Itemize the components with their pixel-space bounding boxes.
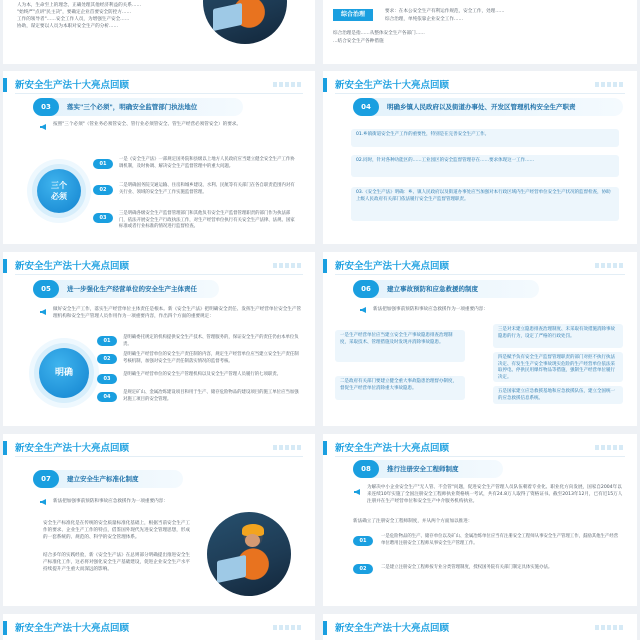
top-left-text: 人为本，生命至上的理念，正确处理其他经济利益的关系…… "始终严"点讲"民主决"，要确定企业首要安全防控方…… 工作的领导者"……安全工作人员，为增强生产安全…… 协助，谋定要以人员为本职对安全生产的分析…… [17, 3, 142, 29]
section-intro: 做好安全生产工作，落实生产经营单位主体责任是根本。新《安全生产法》把明确安全责任、发挥生产经营单位安全生产管理机构和安全生产管理人员作用作为一项重要内容，作出四个方面的重要规定： [53, 307, 302, 319]
megaphone-icon [39, 308, 49, 316]
info-box: 03.《安全生产法》明确：乡、镇人民政府以及街道办事处应当加强对本行政区域内生产经营单位安全生产状况的监督检查，协助上级人民政府有关部门依法履行安全生产监督管理职责。 [351, 187, 619, 221]
item-number: 03 [93, 213, 113, 223]
slide-top-left [3, 0, 315, 64]
section-intro: 新法把加强事前预防和事故应急救援作为一项重要内容： [53, 499, 168, 504]
section-heading [33, 470, 183, 488]
section-heading [33, 98, 243, 116]
megaphone-icon [39, 498, 49, 506]
item-number: 04 [97, 392, 117, 402]
item-number: 02 [93, 185, 113, 195]
item-text: 是规定矿山、金属冶炼建设项目和用于生产、储存危险物品的建设项目的施工单位应当加强对施工项目的安全管理。 [123, 390, 299, 402]
decor-dots [595, 82, 625, 87]
info-box: 02.同时，针对各种功能区的……工业园区的安全监督管理存在……要求体现这一工作…… [351, 155, 619, 177]
decor-dots [595, 445, 625, 450]
three-musts-circle: 三个 必须 [37, 169, 81, 213]
slide-title: 新安全生产法十大亮点回顾 [335, 623, 450, 634]
slide-04 [323, 71, 637, 244]
slide-title: 新安全生产法十大亮点回顾 [15, 443, 130, 454]
section-heading [353, 280, 539, 298]
section-number: 05 [33, 280, 59, 298]
top-right-text2: 综合治理，单纯依靠企业安全工作…… [385, 17, 464, 22]
slide-08 [323, 434, 637, 606]
section-intro: 按照"三个必须"（管业务必须管安全、管行业必须管安全、管生产经营必须管安全）的要求。 [53, 122, 241, 127]
info-box: 01.乡镇街道安全生产工作的重要性，特别是在完善安全生产工作。 [351, 129, 619, 147]
item-text: 三是明确各级安全生产监督管理部门和其他负有安全生产监督管理职责的部门作为执法部门，依法开展安全生产行政执法工作，对生产经营单位执行有关安全生产法律、法规、国家标准或者行业标准的情况进行监督检查。 [119, 211, 295, 229]
item-number: 02 [97, 354, 117, 364]
top-right-text4: …结合安全生产各种措施 [333, 39, 384, 44]
item-text: 是明确生产经营单位的安全生产管理机构以及安全生产管理人员履行的七项职责。 [123, 372, 282, 377]
section-number: 06 [353, 280, 379, 298]
bullet-item: 结合多年的实践经验，新《安全生产法》在总则部分明确提出推进安全生产标准化工作，这必将对强化安全生产基础建设，促进企业安全生产水平持续提升产生重大而深远的影响。 [43, 553, 191, 572]
slide-title: 新安全生产法十大亮点回顾 [335, 80, 450, 91]
clarify-circle: 明确 [39, 348, 89, 398]
decor-dots [273, 445, 303, 450]
item-number: 03 [97, 374, 117, 384]
section-heading [353, 460, 503, 478]
bullet-item: 安全生产标准化是在传统的安全质量标准化基础上，根据当前安全生产工作的要求、企业生产工作的特点，借鉴国外现代先进安全管理思想，形成的一套系统的、规范的、科学的安全管理体系。 [43, 521, 191, 540]
section-intro2: 新法确立了注册安全工程师制度，并从两个方面加以推进： [353, 519, 473, 524]
item-number: 02 [353, 564, 373, 574]
section-title: 建立事故预防和应急救援的制度 [387, 285, 478, 293]
info-box: 一是生产经营单位应当建立安全生产事故隐患排查治理制度，采取技术、管理措施及时发现并消除事故隐患。 [335, 330, 465, 362]
slide-title: 新安全生产法十大亮点回顾 [335, 261, 450, 272]
info-box: 三是对未建立隐患排查治理制度、未采取有效措施消除事故隐患的行为，设定了严格的行政处罚。 [493, 324, 623, 348]
info-box: 五是国家建立应急救援基地和应急救援队伍，建立全国统一的应急救援信息系统。 [493, 386, 623, 404]
megaphone-icon [359, 306, 369, 314]
section-number: 08 [353, 460, 379, 478]
section-title: 进一步强化生产经营单位的安全生产主体责任 [67, 285, 197, 293]
megaphone-icon [39, 123, 49, 131]
governance-tag: 综合治理 [333, 9, 373, 21]
section-heading [353, 98, 623, 116]
slide-05 [3, 252, 315, 426]
megaphone-icon [353, 488, 363, 496]
section-title: 推行注册安全工程师制度 [387, 465, 459, 473]
section-number: 04 [353, 98, 379, 116]
item-text: 二是明确国务院交通运输、住房和城乡建设、水利、民航等有关部门在各自职责范围内对有关行业、领域的安全生产工作实施监督管理。 [119, 183, 295, 195]
section-intro: 新法把加强事前预防和事故应急救援作为一项重要内容： [373, 307, 488, 312]
decor-dots [273, 625, 303, 630]
worker-photo [207, 512, 291, 596]
slide-title: 新安全生产法十大亮点回顾 [335, 443, 450, 454]
slide-10-partial [323, 614, 637, 640]
section-heading [33, 280, 219, 298]
item-text: 是明确生产经营单位的安全生产责任制的内容，规定生产经营单位应当建立安全生产责任制考核机制，加强对安全生产责任制落实情况的监督考核。 [123, 352, 299, 364]
item-text: 二是建立注册安全工程师按专业分类管理制度，授权国务院有关部门制定具体实施办法。 [381, 565, 553, 570]
item-number: 01 [93, 159, 113, 169]
section-number: 03 [33, 98, 59, 116]
top-right-text3: 综合治理是指……从整体安全生产各部门…… [333, 31, 425, 36]
section-title: 明确乡镇人民政府以及街道办事处、开发区管理机构安全生产职责 [387, 103, 576, 111]
slide-title: 新安全生产法十大亮点回顾 [15, 80, 130, 91]
worker-photo [203, 0, 287, 44]
slide-06 [323, 252, 637, 426]
decor-dots [595, 625, 625, 630]
decor-dots [595, 263, 625, 268]
item-number: 01 [353, 536, 373, 546]
section-intro: 为解决中小企业安全生产"无人管、不会管"问题，促进安全生产管理人员队伍朝着专业化、职业化方向发展，国家自2004年以来连续10年实施了全国注册安全工程师执业资格统一考试，共有24.8万人取得了资格证书。截至2013年12月，已有近15万人注册并在生产经营单位和安全生产中介服务机构执业。 [367, 485, 623, 504]
top-right-text1: 要求：在本公安全生产有利运作规范，安全工作，处理…… [385, 9, 505, 14]
decor-dots [273, 82, 303, 87]
item-text: 一是《安全生产法》一部规定国务院和县级以上地方人民政府应当建立健全安全生产工作协调机制，及时协调、解决安全生产监督管理中的重大问题。 [119, 157, 295, 169]
slide-title: 新安全生产法十大亮点回顾 [15, 623, 130, 634]
info-box: 二是政府有关部门要建立健全重大事故隐患治理督办制度，督促生产经营单位消除重大事故隐患。 [335, 376, 465, 400]
slide-03 [3, 71, 315, 244]
section-number: 07 [33, 470, 59, 488]
slide-top-right [323, 0, 637, 64]
decor-dots [273, 263, 303, 268]
item-text: 一是危险物品的生产、储存单位以及矿山、金属冶炼单位应当有注册安全工程师从事安全生产管理工作，鼓励其他生产经营单位聘用注册安全工程师从事安全生产管理工作。 [381, 534, 619, 546]
section-title: 落实"三个必须"，明确安全监管部门执法地位 [67, 103, 198, 111]
slide-09-partial [3, 614, 315, 640]
item-number: 01 [97, 336, 117, 346]
slide-07 [3, 434, 315, 606]
item-text: 是明确委托规定的机构提供安全生产技术、管理服务的，保证安全生产的责任仍由本单位负责。 [123, 335, 299, 347]
info-box: 四是赋予负有安全生产监督管理职责的部门对拒不执行执法决定、有发生生产安全事故现实危险的生产经营单位依法采取停电、停供民用爆炸物品等措施，强制生产经营单位履行决定。 [493, 352, 623, 382]
slide-title: 新安全生产法十大亮点回顾 [15, 261, 130, 272]
section-title: 建立安全生产标准化制度 [67, 475, 139, 483]
